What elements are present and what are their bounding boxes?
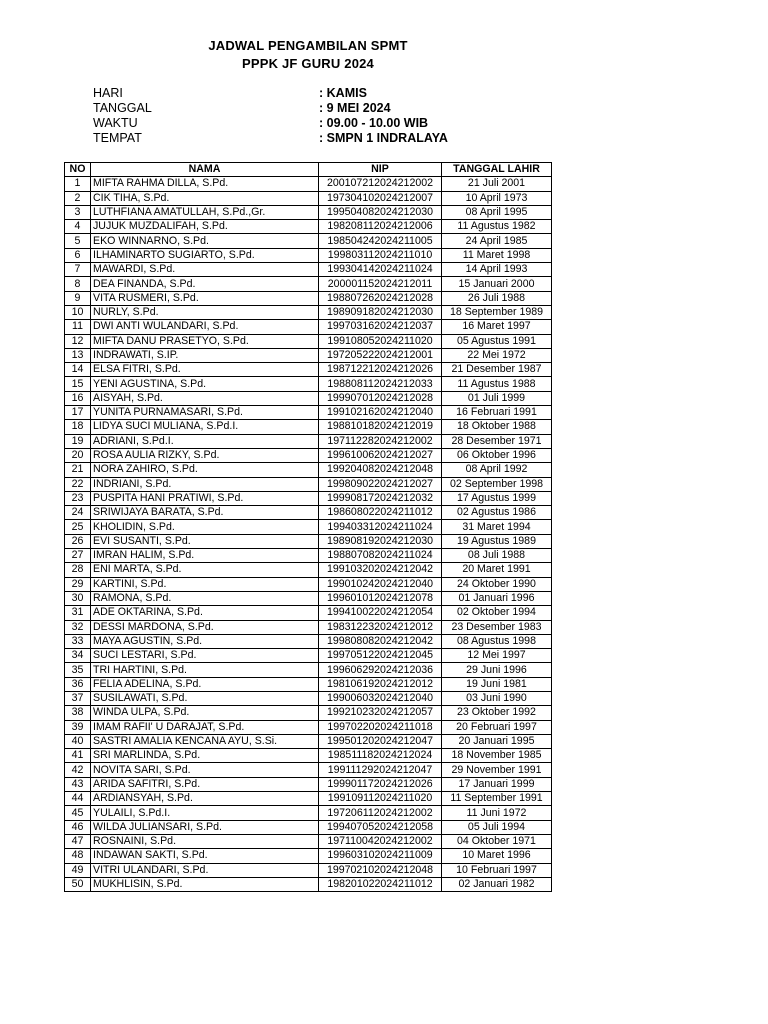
cell-nama: SRI MARLINDA, S.Pd. xyxy=(91,749,319,763)
cell-no: 1 xyxy=(65,177,91,191)
cell-no: 4 xyxy=(65,220,91,234)
cell-tanggal-lahir: 08 Agustus 1998 xyxy=(442,634,552,648)
cell-nip: 199702202024211018 xyxy=(319,720,442,734)
cell-no: 20 xyxy=(65,448,91,462)
cell-tanggal-lahir: 22 Mei 1972 xyxy=(442,348,552,362)
cell-nip: 198106192024212012 xyxy=(319,677,442,691)
cell-tanggal-lahir: 26 Juli 1988 xyxy=(442,291,552,305)
cell-nip: 199108052024211020 xyxy=(319,334,442,348)
table-row xyxy=(65,477,552,491)
cell-nama: DWI ANTI WULANDARI, S.Pd. xyxy=(91,320,319,334)
table-row xyxy=(65,506,552,520)
schedule-info xyxy=(93,86,448,146)
cell-nama: SASTRI AMALIA KENCANA AYU, S.Si. xyxy=(91,734,319,748)
cell-nip: 197112282024212002 xyxy=(319,434,442,448)
cell-no: 16 xyxy=(65,391,91,405)
table-row xyxy=(65,491,552,505)
cell-no: 3 xyxy=(65,205,91,219)
cell-no: 41 xyxy=(65,749,91,763)
column-header-tanggal-lahir: TANGGAL LAHIR xyxy=(442,163,552,177)
cell-tanggal-lahir: 17 Januari 1999 xyxy=(442,777,552,791)
table-row xyxy=(65,620,552,634)
cell-no: 45 xyxy=(65,806,91,820)
cell-no: 47 xyxy=(65,834,91,848)
cell-nip: 197205222024212001 xyxy=(319,348,442,362)
cell-nama: ELSA FITRI, S.Pd. xyxy=(91,363,319,377)
table-body xyxy=(65,177,552,892)
cell-nama: LIDYA SUCI MULIANA, S.Pd.I. xyxy=(91,420,319,434)
column-header-nip: NIP xyxy=(319,163,442,177)
cell-tanggal-lahir: 02 September 1998 xyxy=(442,477,552,491)
cell-tanggal-lahir: 15 Januari 2000 xyxy=(442,277,552,291)
cell-nama: YUNITA PURNAMASARI, S.Pd. xyxy=(91,406,319,420)
participant-table xyxy=(64,162,552,892)
cell-tanggal-lahir: 10 Maret 1996 xyxy=(442,849,552,863)
cell-tanggal-lahir: 11 Agustus 1988 xyxy=(442,377,552,391)
table-row xyxy=(65,534,552,548)
cell-nama: NURLY, S.Pd. xyxy=(91,305,319,319)
table-row xyxy=(65,263,552,277)
cell-no: 27 xyxy=(65,549,91,563)
table-row xyxy=(65,220,552,234)
cell-nip: 199808082024212042 xyxy=(319,634,442,648)
table-row xyxy=(65,706,552,720)
cell-nama: ROSA AULIA RIZKY, S.Pd. xyxy=(91,448,319,462)
cell-no: 14 xyxy=(65,363,91,377)
cell-tanggal-lahir: 08 April 1995 xyxy=(442,205,552,219)
cell-tanggal-lahir: 20 Maret 1991 xyxy=(442,563,552,577)
cell-tanggal-lahir: 24 Oktober 1990 xyxy=(442,577,552,591)
cell-nama: ROSNAINI, S.Pd. xyxy=(91,834,319,848)
cell-tanggal-lahir: 18 September 1989 xyxy=(442,305,552,319)
info-label: WAKTU xyxy=(93,116,138,130)
cell-tanggal-lahir: 10 April 1973 xyxy=(442,191,552,205)
cell-nip: 199111292024212047 xyxy=(319,763,442,777)
cell-nama: ADRIANI, S.Pd.I. xyxy=(91,434,319,448)
table-row xyxy=(65,234,552,248)
info-value: : 09.00 - 10.00 WIB xyxy=(319,116,429,130)
cell-no: 11 xyxy=(65,320,91,334)
cell-tanggal-lahir: 21 Juli 2001 xyxy=(442,177,552,191)
cell-nip: 199210232024212057 xyxy=(319,706,442,720)
table-row xyxy=(65,334,552,348)
cell-no: 8 xyxy=(65,277,91,291)
cell-nama: YENI AGUSTINA, S.Pd. xyxy=(91,377,319,391)
cell-nama: VITA RUSMERI, S.Pd. xyxy=(91,291,319,305)
cell-nama: AISYAH, S.Pd. xyxy=(91,391,319,405)
cell-nip: 199103202024212042 xyxy=(319,563,442,577)
cell-nip: 199109112024211020 xyxy=(319,792,442,806)
cell-no: 6 xyxy=(65,248,91,262)
cell-nama: DESSI MARDONA, S.Pd. xyxy=(91,620,319,634)
cell-nama: KARTINI, S.Pd. xyxy=(91,577,319,591)
cell-nama: NOVITA SARI, S.Pd. xyxy=(91,763,319,777)
table-row xyxy=(65,691,552,705)
cell-no: 5 xyxy=(65,234,91,248)
cell-tanggal-lahir: 05 Agustus 1991 xyxy=(442,334,552,348)
table-row xyxy=(65,177,552,191)
table-row xyxy=(65,606,552,620)
cell-nip: 199907012024212028 xyxy=(319,391,442,405)
document-title: JADWAL PENGAMBILAN SPMT xyxy=(208,38,408,53)
cell-no: 33 xyxy=(65,634,91,648)
cell-tanggal-lahir: 11 Agustus 1982 xyxy=(442,220,552,234)
cell-no: 49 xyxy=(65,863,91,877)
cell-nip: 199803112024211010 xyxy=(319,248,442,262)
cell-tanggal-lahir: 11 Maret 1998 xyxy=(442,248,552,262)
cell-no: 44 xyxy=(65,792,91,806)
table-row xyxy=(65,777,552,791)
info-value: : SMPN 1 INDRALAYA xyxy=(319,131,448,145)
cell-nip: 200107212024212002 xyxy=(319,177,442,191)
cell-tanggal-lahir: 20 Februari 1997 xyxy=(442,720,552,734)
table-row xyxy=(65,305,552,319)
cell-nama: ENI MARTA, S.Pd. xyxy=(91,563,319,577)
cell-tanggal-lahir: 19 Agustus 1989 xyxy=(442,534,552,548)
cell-nama: MUKHLISIN, S.Pd. xyxy=(91,877,319,891)
table-row xyxy=(65,448,552,462)
table-row xyxy=(65,792,552,806)
cell-nip: 199606292024212036 xyxy=(319,663,442,677)
cell-tanggal-lahir: 02 Oktober 1994 xyxy=(442,606,552,620)
cell-no: 23 xyxy=(65,491,91,505)
cell-nip: 199403312024211024 xyxy=(319,520,442,534)
cell-nama: ARIDA SAFITRI, S.Pd. xyxy=(91,777,319,791)
info-value: : KAMIS xyxy=(319,86,367,100)
cell-no: 48 xyxy=(65,849,91,863)
info-label: HARI xyxy=(93,86,123,100)
table-row xyxy=(65,363,552,377)
cell-no: 50 xyxy=(65,877,91,891)
cell-tanggal-lahir: 01 Januari 1996 xyxy=(442,591,552,605)
cell-nama: EKO WINNARNO, S.Pd. xyxy=(91,234,319,248)
info-label: TANGGAL xyxy=(93,101,152,115)
cell-tanggal-lahir: 14 April 1993 xyxy=(442,263,552,277)
cell-nama: ILHAMINARTO SUGIARTO, S.Pd. xyxy=(91,248,319,262)
cell-tanggal-lahir: 20 Januari 1995 xyxy=(442,734,552,748)
table-row xyxy=(65,420,552,434)
table-row xyxy=(65,577,552,591)
cell-nip: 199304142024211024 xyxy=(319,263,442,277)
cell-nip: 197110042024212002 xyxy=(319,834,442,848)
cell-nama: RAMONA, S.Pd. xyxy=(91,591,319,605)
info-row-tanggal xyxy=(93,101,448,116)
cell-nama: KHOLIDIN, S.Pd. xyxy=(91,520,319,534)
cell-nip: 199809022024212027 xyxy=(319,477,442,491)
cell-tanggal-lahir: 19 Juni 1981 xyxy=(442,677,552,691)
cell-tanggal-lahir: 18 November 1985 xyxy=(442,749,552,763)
cell-tanggal-lahir: 08 Juli 1988 xyxy=(442,549,552,563)
table-row xyxy=(65,863,552,877)
cell-tanggal-lahir: 02 Agustus 1986 xyxy=(442,506,552,520)
cell-nip: 199703162024212037 xyxy=(319,320,442,334)
cell-nama: INDRIANI, S.Pd. xyxy=(91,477,319,491)
cell-nip: 199010242024212040 xyxy=(319,577,442,591)
table-row xyxy=(65,191,552,205)
cell-nip: 198909182024212030 xyxy=(319,305,442,319)
cell-nama: CIK TIHA, S.Pd. xyxy=(91,191,319,205)
cell-no: 24 xyxy=(65,506,91,520)
cell-nip: 198810182024212019 xyxy=(319,420,442,434)
cell-nip: 197206112024212002 xyxy=(319,806,442,820)
cell-tanggal-lahir: 11 Juni 1972 xyxy=(442,806,552,820)
cell-nip: 198807082024211024 xyxy=(319,549,442,563)
cell-nip: 198312232024212012 xyxy=(319,620,442,634)
cell-nip: 199504082024212030 xyxy=(319,205,442,219)
cell-no: 39 xyxy=(65,720,91,734)
table-row xyxy=(65,434,552,448)
table-row xyxy=(65,291,552,305)
cell-tanggal-lahir: 23 Desember 1983 xyxy=(442,620,552,634)
cell-tanggal-lahir: 16 Maret 1997 xyxy=(442,320,552,334)
table-row xyxy=(65,549,552,563)
table-row xyxy=(65,649,552,663)
cell-nip: 200001152024212011 xyxy=(319,277,442,291)
cell-no: 17 xyxy=(65,406,91,420)
cell-no: 7 xyxy=(65,263,91,277)
cell-tanggal-lahir: 16 Februari 1991 xyxy=(442,406,552,420)
table-row xyxy=(65,391,552,405)
cell-no: 12 xyxy=(65,334,91,348)
info-row-tempat xyxy=(93,131,448,146)
cell-nip: 198208112024212006 xyxy=(319,220,442,234)
column-header-no: NO xyxy=(65,163,91,177)
cell-nama: ADE OKTARINA, S.Pd. xyxy=(91,606,319,620)
info-value: : 9 MEI 2024 xyxy=(319,101,391,115)
cell-nama: IMRAN HALIM, S.Pd. xyxy=(91,549,319,563)
cell-no: 18 xyxy=(65,420,91,434)
cell-nip: 199901172024212026 xyxy=(319,777,442,791)
cell-nama: INDRAWATI, S.IP. xyxy=(91,348,319,362)
cell-tanggal-lahir: 12 Mei 1997 xyxy=(442,649,552,663)
cell-tanggal-lahir: 02 Januari 1982 xyxy=(442,877,552,891)
cell-tanggal-lahir: 23 Oktober 1992 xyxy=(442,706,552,720)
cell-nip: 198504242024211005 xyxy=(319,234,442,248)
table-row xyxy=(65,820,552,834)
cell-nama: ARDIANSYAH, S.Pd. xyxy=(91,792,319,806)
cell-no: 38 xyxy=(65,706,91,720)
cell-nama: IMAM RAFII' U DARAJAT, S.Pd. xyxy=(91,720,319,734)
table-row xyxy=(65,205,552,219)
cell-tanggal-lahir: 08 April 1992 xyxy=(442,463,552,477)
cell-nama: SUCI LESTARI, S.Pd. xyxy=(91,649,319,663)
cell-nama: TRI HARTINI, S.Pd. xyxy=(91,663,319,677)
cell-no: 22 xyxy=(65,477,91,491)
table-header-row xyxy=(65,163,552,177)
cell-nama: MAWARDI, S.Pd. xyxy=(91,263,319,277)
cell-no: 37 xyxy=(65,691,91,705)
cell-no: 2 xyxy=(65,191,91,205)
cell-nip: 199102162024212040 xyxy=(319,406,442,420)
cell-nama: LUTHFIANA AMATULLAH, S.Pd.,Gr. xyxy=(91,205,319,219)
cell-nip: 198807262024212028 xyxy=(319,291,442,305)
document-subtitle: PPPK JF GURU 2024 xyxy=(241,56,374,71)
cell-tanggal-lahir: 05 Juli 1994 xyxy=(442,820,552,834)
cell-no: 19 xyxy=(65,434,91,448)
cell-nama: YULAILI, S.Pd.I. xyxy=(91,806,319,820)
table-row xyxy=(65,634,552,648)
cell-no: 46 xyxy=(65,820,91,834)
table-row xyxy=(65,591,552,605)
cell-nip: 198808112024212033 xyxy=(319,377,442,391)
cell-nip: 199407052024212058 xyxy=(319,820,442,834)
cell-nip: 198511182024212024 xyxy=(319,749,442,763)
cell-nip: 199601012024212078 xyxy=(319,591,442,605)
cell-no: 30 xyxy=(65,591,91,605)
cell-tanggal-lahir: 21 Desember 1987 xyxy=(442,363,552,377)
cell-nama: EVI SUSANTI, S.Pd. xyxy=(91,534,319,548)
cell-no: 28 xyxy=(65,563,91,577)
cell-nip: 198908192024212030 xyxy=(319,534,442,548)
cell-no: 21 xyxy=(65,463,91,477)
cell-no: 34 xyxy=(65,649,91,663)
table-row xyxy=(65,720,552,734)
table-row xyxy=(65,806,552,820)
cell-tanggal-lahir: 29 Juni 1996 xyxy=(442,663,552,677)
cell-no: 13 xyxy=(65,348,91,362)
table-row xyxy=(65,763,552,777)
table-row xyxy=(65,749,552,763)
cell-tanggal-lahir: 11 September 1991 xyxy=(442,792,552,806)
cell-nama: JUJUK MUZDALIFAH, S.Pd. xyxy=(91,220,319,234)
cell-tanggal-lahir: 18 Oktober 1988 xyxy=(442,420,552,434)
table-row xyxy=(65,849,552,863)
cell-nip: 199603102024211009 xyxy=(319,849,442,863)
table-row xyxy=(65,520,552,534)
cell-nip: 199006032024212040 xyxy=(319,691,442,705)
cell-no: 36 xyxy=(65,677,91,691)
table-row xyxy=(65,877,552,891)
table-row xyxy=(65,406,552,420)
cell-tanggal-lahir: 06 Oktober 1996 xyxy=(442,448,552,462)
cell-no: 40 xyxy=(65,734,91,748)
cell-no: 25 xyxy=(65,520,91,534)
cell-nip: 198712212024212026 xyxy=(319,363,442,377)
cell-nama: SUSILAWATI, S.Pd. xyxy=(91,691,319,705)
cell-no: 9 xyxy=(65,291,91,305)
cell-tanggal-lahir: 03 Juni 1990 xyxy=(442,691,552,705)
cell-nip: 197304102024212007 xyxy=(319,191,442,205)
cell-nama: MIFTA DANU PRASETYO, S.Pd. xyxy=(91,334,319,348)
cell-no: 15 xyxy=(65,377,91,391)
cell-nama: VITRI ULANDARI, S.Pd. xyxy=(91,863,319,877)
cell-nama: WINDA ULPA, S.Pd. xyxy=(91,706,319,720)
table-row xyxy=(65,248,552,262)
table-row xyxy=(65,320,552,334)
cell-tanggal-lahir: 28 Desember 1971 xyxy=(442,434,552,448)
table-row xyxy=(65,734,552,748)
cell-tanggal-lahir: 17 Agustus 1999 xyxy=(442,491,552,505)
cell-nip: 199410022024212054 xyxy=(319,606,442,620)
cell-no: 31 xyxy=(65,606,91,620)
table-row xyxy=(65,377,552,391)
cell-nama: DEA FINANDA, S.Pd. xyxy=(91,277,319,291)
cell-no: 43 xyxy=(65,777,91,791)
cell-tanggal-lahir: 10 Februari 1997 xyxy=(442,863,552,877)
cell-no: 29 xyxy=(65,577,91,591)
table-row xyxy=(65,563,552,577)
table-row xyxy=(65,677,552,691)
table-row xyxy=(65,834,552,848)
cell-nip: 198201022024211012 xyxy=(319,877,442,891)
cell-nip: 199204082024212048 xyxy=(319,463,442,477)
cell-tanggal-lahir: 31 Maret 1994 xyxy=(442,520,552,534)
cell-tanggal-lahir: 01 Juli 1999 xyxy=(442,391,552,405)
info-row-hari xyxy=(93,86,448,101)
cell-no: 26 xyxy=(65,534,91,548)
cell-nama: INDAWAN SAKTI, S.Pd. xyxy=(91,849,319,863)
cell-nama: NORA ZAHIRO, S.Pd. xyxy=(91,463,319,477)
cell-no: 32 xyxy=(65,620,91,634)
table-row xyxy=(65,663,552,677)
cell-nama: FELIA ADELINA, S.Pd. xyxy=(91,677,319,691)
cell-nip: 199501202024212047 xyxy=(319,734,442,748)
cell-tanggal-lahir: 24 April 1985 xyxy=(442,234,552,248)
cell-no: 10 xyxy=(65,305,91,319)
cell-nip: 199610062024212027 xyxy=(319,448,442,462)
table-row xyxy=(65,463,552,477)
column-header-nama: NAMA xyxy=(91,163,319,177)
info-label: TEMPAT xyxy=(93,131,142,145)
info-row-waktu xyxy=(93,116,448,131)
cell-no: 42 xyxy=(65,763,91,777)
cell-nip: 198608022024211012 xyxy=(319,506,442,520)
cell-nama: MIFTA RAHMA DILLA, S.Pd. xyxy=(91,177,319,191)
table-row xyxy=(65,348,552,362)
cell-nama: PUSPITA HANI PRATIWI, S.Pd. xyxy=(91,491,319,505)
cell-nama: MAYA AGUSTIN, S.Pd. xyxy=(91,634,319,648)
cell-nip: 199705122024212045 xyxy=(319,649,442,663)
cell-nama: WILDA JULIANSARI, S.Pd. xyxy=(91,820,319,834)
cell-tanggal-lahir: 29 November 1991 xyxy=(442,763,552,777)
cell-nip: 199908172024212032 xyxy=(319,491,442,505)
cell-nama: SRIWIJAYA BARATA, S.Pd. xyxy=(91,506,319,520)
cell-tanggal-lahir: 04 Oktober 1971 xyxy=(442,834,552,848)
cell-no: 35 xyxy=(65,663,91,677)
table-row xyxy=(65,277,552,291)
cell-nip: 199702102024212048 xyxy=(319,863,442,877)
